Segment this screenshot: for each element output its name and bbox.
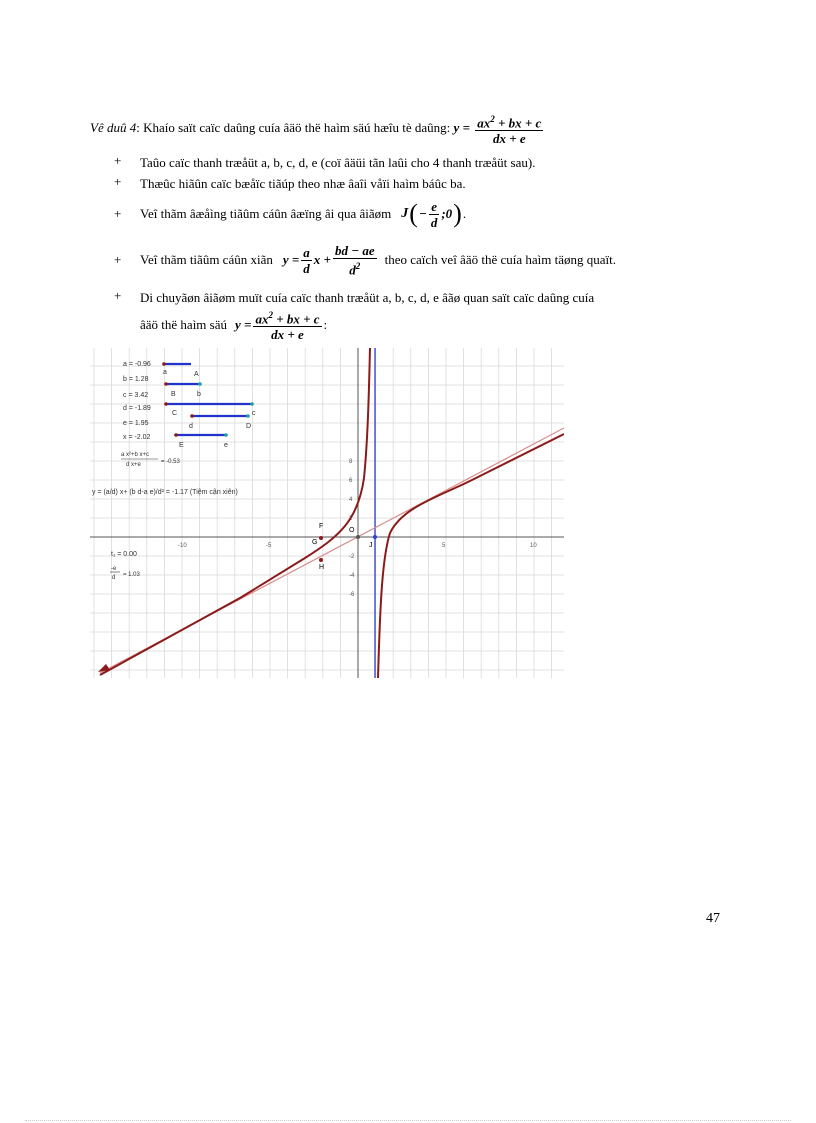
slant-a-over-d: $\frac{a}{d}$ [303,244,310,276]
point-G: G [312,539,318,546]
ratio-val: = 1.03 [123,572,140,578]
slant-remainder: $\frac{bd - ae}{d^2}$ [334,242,375,278]
slant-lhs: y = [282,252,300,267]
point-J-graph: J [369,542,373,549]
slider-d-label: d = -1.89 [123,405,151,412]
J-tail: ;0 [441,206,453,221]
expr1-val: = -0.53 [161,459,180,465]
y-tick-label: -6 [349,592,355,598]
svg-text:c: c [252,410,256,417]
point-F: F [319,523,324,530]
slider-e-label: e = 1.95 [123,420,149,427]
footer-divider [25,1120,791,1121]
geogebra-graph [90,348,564,678]
x-tick-label: -10 [178,543,187,549]
y-tick-label: 8 [349,459,353,465]
J-fraction: $\frac{e}{d}$ [430,198,438,230]
example-label: Vê duû 4 [90,120,137,136]
page-number: 47 [706,911,720,926]
main-formula-fraction: $\frac{ax^2 + bx + c}{dx + e}$ [477,114,542,147]
slider-c-label: c = 3.42 [123,392,149,399]
slider-b-label: b = 1.28 [123,376,149,383]
y-tick-label: 2 [349,516,353,522]
bullet-text-2: Thæûc hiãûn caïc bæåïc tiãúp theo nhæ âaîi våïi haìm báûc ba. [140,176,466,191]
t1-value: t₁ = 0.00 [111,551,137,558]
bullet-mark-2: + [114,174,122,189]
period: . [462,206,467,221]
x-tick-label: 5 [442,543,446,549]
svg-text:b: b [197,391,201,398]
x-tick-label: -5 [266,543,272,549]
formula-lhs: y = [453,120,470,136]
bullet-text-3: Veî thãm âæåìng tiãûm cáûn âæïng âi qua âiãøm [140,206,392,221]
y-tick-label: 6 [349,478,353,484]
example-heading [90,112,545,146]
bullet-5-line2 [140,308,327,342]
bullet-text-5b: âäö thë haìm säú [140,317,227,332]
minus-sign: − [418,206,427,221]
bullet-4 [140,242,616,278]
slant-expression: y = (a/d) x+ (b d-a e)/d² = -1.17 (Tiệm cận xiên) [92,489,238,496]
slant-x: x + [313,252,331,267]
bullet-text-4b: theo caïch veî âäö thë cuía haìm täøng quaït. [384,252,617,267]
svg-text:e: e [224,442,228,449]
bullet-mark-4: + [114,252,122,267]
svg-text:a: a [163,369,167,376]
bullet-text-5: Di chuyãøn âiãøm muït cuía caïc thanh træåüt a, b, c, d, e âãø quan saït caïc daûng cuía [140,290,595,305]
bullet-mark-5: + [114,288,122,303]
bullet-text-4: Veî thãm tiãûm cáûn xiãn [140,252,273,267]
point-O: O [349,527,355,534]
point-J: J [401,206,409,221]
x-tick-label: 10 [530,543,537,549]
colon: : [323,317,328,332]
svg-text:C: C [172,410,178,417]
bullet-mark-1: + [114,153,122,168]
point-H: H [319,564,325,571]
svg-text:E: E [179,442,184,449]
bullet-text-1: Taûo caïc thanh træåüt a, b, c, d, e (coï âäüi tãn laûi cho 4 thanh træåüt sau). [140,155,536,170]
ratio-den: d [112,575,116,581]
final-lhs: y = [235,317,252,332]
expr1-num: a x²+b x+c [121,452,150,458]
slider-a-label: a = -0.96 [123,361,151,368]
y-tick-label: 4 [349,497,353,503]
bullet-mark-3: + [114,206,122,221]
svg-text:A: A [194,371,199,378]
bullet-3: Veî thãm âæåìng tiãûm cáûn âæïng âi qua âiãøm J ( − $\frac{e}{d}$ ;0 ) . [140,198,467,230]
y-tick-label: -2 [349,554,355,560]
ratio-num: -e [111,566,117,572]
svg-text:D: D [246,423,252,430]
example-text: : Khaío saït caïc daûng cuía âäö thë haìm säú hæîu tè daûng: [136,120,451,136]
y-tick-label: -4 [349,573,355,579]
svg-text:d: d [189,423,193,430]
svg-text:B: B [171,391,176,398]
expr1-den: d x+e [126,462,141,468]
slider-x-label: x = -2.02 [123,434,151,441]
final-formula-fraction: $\frac{ax^2 + bx + c}{dx + e}$ [255,309,320,343]
